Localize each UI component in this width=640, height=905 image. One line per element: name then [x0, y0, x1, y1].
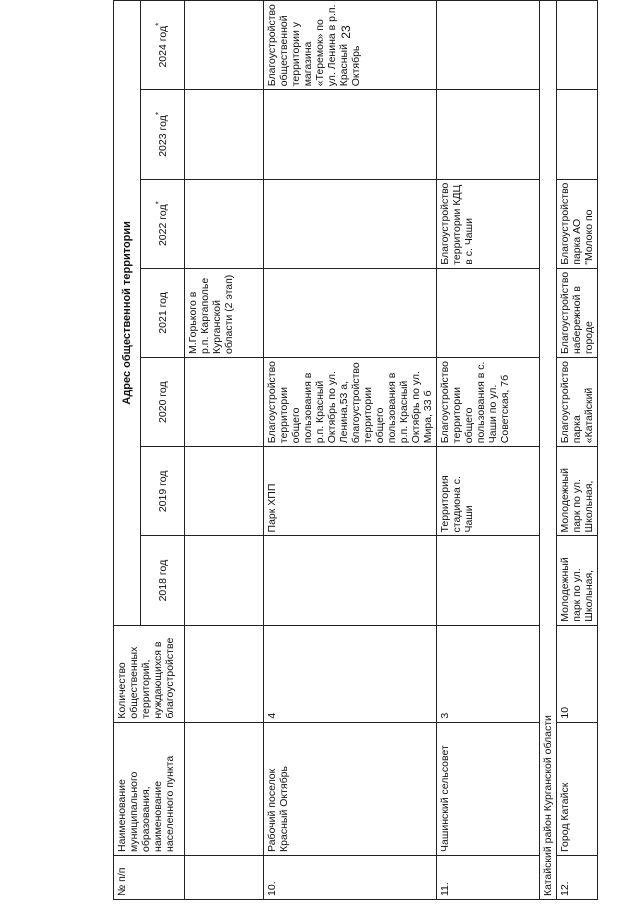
table-cell [185, 447, 264, 536]
header-territory-address: Адрес общественной территории [114, 1, 141, 626]
table-cell: Благоустройство парка АО "Молоко по [557, 179, 598, 268]
header-year-2018: 2018 год [141, 536, 185, 625]
table-cell [185, 625, 264, 722]
table-row [540, 1, 557, 900]
header-year-2024: 2024 год* [141, 1, 185, 90]
table-cell [437, 1, 540, 90]
table-row [437, 1, 540, 900]
header-year-2022: 2022 год* [141, 179, 185, 268]
territory-count: 4 [264, 625, 437, 722]
table-cell [557, 90, 598, 179]
table-cell: Территория стадиона с. Чаши [437, 447, 540, 536]
table-cell [437, 536, 540, 625]
table-cell: Благоустройство территории КДЦ в с. Чаши [437, 179, 540, 268]
territory-count: 10 [557, 625, 598, 722]
section-title: Катайский район Курганской области [540, 1, 557, 900]
table-cell: Парк ХПП [264, 447, 437, 536]
page-number: 23 [339, 25, 353, 39]
header-year-2019: 2019 год [141, 447, 185, 536]
table-cell [264, 90, 437, 179]
table-cell [437, 268, 540, 357]
table-row [264, 1, 437, 900]
municipality-name: Город Катайск [557, 722, 598, 855]
table-cell: М.Горького в р.п. Каргаполье Курганской области (2 этап) [185, 268, 264, 357]
table-cell [185, 358, 264, 447]
row-number: 11. [437, 855, 540, 899]
table-cell: Благоустройство территории общего пользования в с. Чаши по ул. Советская, 7б [437, 358, 540, 447]
table-cell: Молодежный парк по ул. Школьная, [557, 447, 598, 536]
table-row [557, 1, 598, 900]
table-cell [264, 179, 437, 268]
municipality-name: Чашинский сельсовет [437, 722, 540, 855]
table-cell: Благоустройство набережной в городе [557, 268, 598, 357]
table-cell: Молодежный парк по ул. Школьная, [557, 536, 598, 625]
table-cell: Благоустройство общественной территории у магазина «Теремок» по ул. Ленина в р.п. Красный Октябрь [264, 1, 437, 90]
table-cell [185, 90, 264, 179]
table-cell [264, 268, 437, 357]
header-year-2023: 2023 год* [141, 90, 185, 179]
table-cell [185, 1, 264, 90]
table-cell [264, 536, 437, 625]
table-cell: Благоустройство территории общего пользования в р.п. Красный Октябрь по ул. Ленина,53 а, благоустройство территории общего пользования в р.п. Красный Октябрь по ул. Мира, 33 б [264, 358, 437, 447]
header-year-2021: 2021 год [141, 268, 185, 357]
header-territory-count: Количество общественных территорий, нуждающихся в благоустройстве [114, 625, 185, 722]
table-cell [185, 855, 264, 899]
table-row [185, 1, 264, 900]
territory-count: 3 [437, 625, 540, 722]
table-cell [437, 90, 540, 179]
table-cell: Благоустройство парка «Катайский [557, 358, 598, 447]
public-territories-table [113, 0, 598, 900]
table-cell [185, 722, 264, 855]
header-year-2020: 2020 год [141, 358, 185, 447]
table-cell [185, 536, 264, 625]
row-number: 10. [264, 855, 437, 899]
header-number: № п/п [114, 855, 185, 899]
row-number: 12. [557, 855, 598, 899]
header-municipality-name: Наименование муниципального образования, наименование населенного пункта [114, 722, 185, 855]
table-cell [557, 1, 598, 90]
table-cell [185, 179, 264, 268]
rotated-table-container [113, 0, 595, 900]
municipality-name: Рабочий поселок Красный Октябрь [264, 722, 437, 855]
